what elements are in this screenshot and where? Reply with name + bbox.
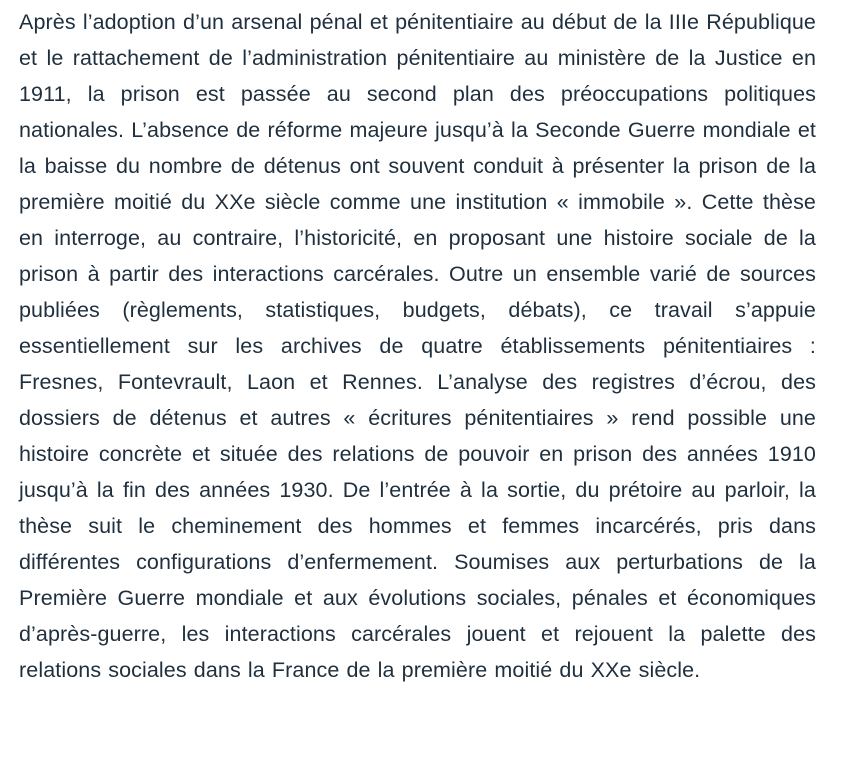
abstract-paragraph: Après l’adoption d’un arsenal pénal et pénitentiaire au début de la IIIe République et le rattachement de l’administration pénitentiaire au ministère de la Justice en 1911, la prison est passée au second plan des préoccupations politiques nationales. L’absence de réforme majeure jusqu’à la Seconde Guerre mondiale et la baisse du nombre de détenus ont souvent conduit à présenter la prison de la première moitié du XXe siècle comme une institution « immobile ». Cette thèse en interroge, au contraire, l’historicité, en proposant une histoire sociale de la prison à partir des interactions carcérales. Outre un ensemble varié de sources publiées (règlements, statistiques, budgets, débats), ce travail s’appuie essentiellement sur les archives de quatre établissements pénitentiaires : Fresnes, Fontevrault, Laon et Rennes. L’analyse des registres d’écrou, des dossiers de détenus et autres « écritures pénitentiaires » rend possible une histoire concrète et située des relations de pouvoir en prison des années 1910 jusqu’à la fin des années 1930. De l’entrée à la sortie, du prétoire au parloir, la thèse suit le cheminement des hommes et femmes incarcérés, pris dans différentes configurations d’enfermement. Soumises aux perturbations de la Première Guerre mondiale et aux évolutions sociales, pénales et économiques d’après-guerre, les interactions carcérales jouent et rejouent la palette des relations sociales dans la France de la première moitié du XXe siècle.: [19, 10, 816, 682]
